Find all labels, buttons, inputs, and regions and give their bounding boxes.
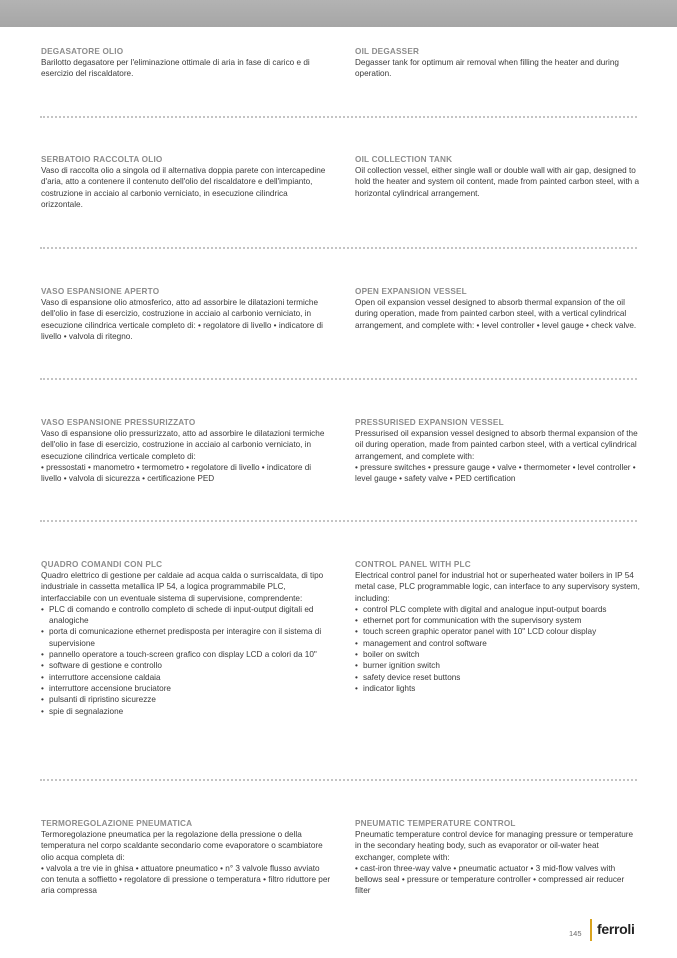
section-bullets-it: • valvola a tre vie in ghisa • attuatore pneumatico • n° 3 valvole flusso avviato con tenuta a soffietto • regolatore di pressione o temperatura • filtro riduttore per aria compressa <box>41 863 331 896</box>
section-text-it: Termoregolazione pneumatica per la regolazione della pressione o della temperatura nel corpo scaldante secondario come evaporatore o scambiatore olio acqua completa di: <box>41 830 323 862</box>
italian-column <box>41 286 331 342</box>
list-item: • pulsanti di ripristino sicurezze <box>41 694 331 705</box>
section-title-it: SERBATOIO RACCOLTA OLIO <box>41 155 163 164</box>
section-bullets-en: • pressure switches • pressure gauge • valve • thermometer • level controller • level gauge • safety valve • PED certification <box>355 462 636 484</box>
list-item: • interruttore accensione bruciatore <box>41 683 331 694</box>
english-column <box>355 559 640 694</box>
list-item: • interruttore accensione caldaia <box>41 672 331 683</box>
section-title-it: DEGASATORE OLIO <box>41 47 124 56</box>
italian-column <box>41 417 331 484</box>
section-text-it: Quadro elettrico di gestione per caldaie ad acqua calda o surriscaldata, di tipo industriale in cassetta metallica IP 54, a logica programmabile PLC, interfacciabile con un eventuale sistema di supervisione, comprendente: <box>41 571 324 603</box>
italian-column <box>41 46 331 80</box>
section-text-en: Oil collection vessel, either single wall or double wall with air gap, designed to hold the heater and system oil content, made from painted carbon steel, with a horizontal cylindrical arrangement. <box>355 166 639 198</box>
list-item: • software di gestione e controllo <box>41 660 331 671</box>
english-column <box>355 154 640 199</box>
section-title-it: VASO ESPANSIONE PRESSURIZZATO <box>41 418 196 427</box>
section-title-en: PRESSURISED EXPANSION VESSEL <box>355 418 504 427</box>
page-number: 145 <box>569 929 582 938</box>
feature-list-it <box>41 604 331 717</box>
section-text-it: Vaso di espansione olio pressurizzato, atto ad assorbire le dilatazioni termiche dell'olio in fase di esercizio, costruzione in acciaio al carbonio verniciato, in esecuzione cilindrica verticale completo di: <box>41 429 325 461</box>
list-item: • porta di comunicazione ethernet predisposta per interagire con il sistema di supervisione <box>41 626 331 649</box>
list-item: • burner ignition switch <box>355 660 640 671</box>
top-header-band <box>0 0 677 27</box>
list-item: • pannello operatore a touch-screen grafico con display LCD a colori da 10" <box>41 649 331 660</box>
dotted-separator <box>40 378 637 380</box>
english-column <box>355 46 640 80</box>
list-item: • touch screen graphic operator panel with 10" LCD colour display <box>355 626 640 637</box>
english-column <box>355 417 640 484</box>
list-item: • PLC di comando e controllo completo di schede di input-output digitali ed analogiche <box>41 604 331 627</box>
section-text-it: Vaso di espansione olio atmosferico, atto ad assorbire le dilatazioni termiche dell'olio in fase di esercizio, costruzione in acciaio al carbonio verniciato, in esecuzione cilindrica verticale completo di: • regolatore di livello • indicatore di livello • valvola di ritegno. <box>41 298 323 341</box>
section-title-en: PNEUMATIC TEMPERATURE CONTROL <box>355 819 516 828</box>
italian-column <box>41 818 331 897</box>
list-item: • safety device reset buttons <box>355 672 640 683</box>
section-title-it: QUADRO COMANDI CON PLC <box>41 560 163 569</box>
list-item: • ethernet port for communication with the supervisory system <box>355 615 640 626</box>
section-text-it: Barilotto degasatore per l'eliminazione ottimale di aria in fase di carico e di esercizio del riscaldatore. <box>41 58 310 79</box>
section-text-it: Vaso di raccolta olio a singola od il alternativa doppia parete con intercapedine d'aria, atto a contenere il contenuto dell'olio del riscaldatore e dell'impianto, costruzione in acciaio al carbonio verniciato, in esecuzione cilindrica orizzontale. <box>41 166 326 209</box>
brand-accent-bar <box>590 919 592 941</box>
dotted-separator <box>40 247 637 249</box>
list-item: • spie di segnalazione <box>41 706 331 717</box>
ferroli-logo: ferroli <box>597 921 635 937</box>
section-bullets-it: • pressostati • manometro • termometro • regolatore di livello • indicatore di livello • valvola di sicurezza • certificazione PED <box>41 462 312 484</box>
english-column <box>355 818 640 897</box>
section-text-en: Electrical control panel for industrial hot or superheated water boilers in IP 54 metal case, PLC programmable logic, can interface to any supervisory system, including: <box>355 571 640 603</box>
section-text-en: Pneumatic temperature control device for managing pressure or temperature in the secondary heating body, such as evaporator or oil-water heat exchanger, complete with: <box>355 830 634 862</box>
list-item: • management and control software <box>355 638 640 649</box>
feature-list-en <box>355 604 640 694</box>
italian-column <box>41 559 331 717</box>
list-item: • boiler on switch <box>355 649 640 660</box>
section-title-en: OIL DEGASSER <box>355 47 420 56</box>
english-column <box>355 286 640 331</box>
section-title-it: VASO ESPANSIONE APERTO <box>41 287 160 296</box>
section-title-it: TERMOREGOLAZIONE PNEUMATICA <box>41 819 193 828</box>
section-text-en: Open oil expansion vessel designed to absorb thermal expansion of the oil during operation, made from painted carbon steel, with a vertical cylindrical arrangement, and complete with: • level controller • level gauge • check valve. <box>355 298 637 330</box>
list-item: • indicator lights <box>355 683 640 694</box>
dotted-separator <box>40 116 637 118</box>
section-title-en: OIL COLLECTION TANK <box>355 155 453 164</box>
section-bullets-en: • cast-iron three-way valve • pneumatic actuator • 3 mid-flow valves with bellows seal • pressure or temperature controller • compressed air reducer filter <box>355 863 625 896</box>
list-item: • control PLC complete with digital and analogue input-output boards <box>355 604 640 615</box>
section-title-en: OPEN EXPANSION VESSEL <box>355 287 467 296</box>
dotted-separator <box>40 520 637 522</box>
italian-column <box>41 154 331 210</box>
section-title-en: CONTROL PANEL WITH PLC <box>355 560 471 569</box>
section-text-en: Degasser tank for optimum air removal when filling the heater and during operation. <box>355 58 619 79</box>
dotted-separator <box>40 779 637 781</box>
section-text-en: Pressurised oil expansion vessel designed to absorb thermal expansion of the oil during operation, made from painted carbon steel, with a vertical cylindrical arrangement, and complete with: <box>355 429 638 461</box>
